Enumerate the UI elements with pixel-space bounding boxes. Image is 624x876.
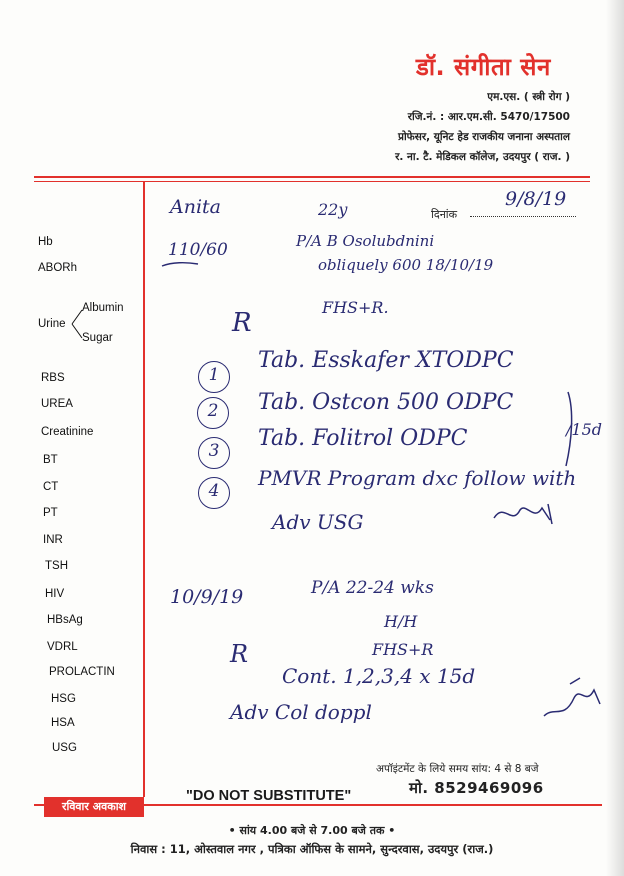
test-urea: UREA — [41, 398, 73, 410]
header-rule-top — [34, 176, 590, 178]
test-aborh: ABORh — [38, 262, 77, 274]
rx-number-3: 3 — [198, 437, 230, 469]
exam-line-5: H/H — [384, 612, 418, 631]
test-rbs: RBS — [41, 372, 65, 384]
exam-line-1: P/A B Osolubdnini — [296, 232, 435, 250]
rx-number-2: 2 — [197, 397, 229, 429]
urine-test-group — [38, 300, 148, 350]
test-prolactin: PROLACTIN — [49, 666, 115, 678]
test-hbsag: HBsAg — [47, 614, 83, 626]
exam-line-3: FHS+R. — [322, 298, 389, 317]
college-name: र. ना. टै. मेडिकल कॉलेज, उदयपुर ( राज. ) — [395, 151, 570, 163]
signature-1 — [490, 500, 570, 530]
rx-item-2: Tab. Ostcon 500 ODPC — [258, 390, 514, 415]
residence-address: निवास : 11, ओस्तवाल नगर , पत्रिका ऑफिस के सामने, सुन्दरवास, उदयपुर (राज.) — [130, 842, 494, 856]
registration-number: रजि.नं. : आर.एम.सी. 5470/17500 — [407, 111, 570, 123]
test-hiv: HIV — [45, 588, 65, 600]
do-not-substitute-label: "DO NOT SUBSTITUTE" — [186, 788, 352, 804]
exam-line-2: obliquely 600 18/10/19 — [318, 256, 494, 274]
test-albumin: Albumin — [82, 302, 124, 314]
rx-item-3: Tab. Folitrol ODPC — [258, 426, 468, 451]
rx-item-4: PMVR Program dxc follow with — [258, 466, 577, 490]
advice-2: Adv Col doppl — [230, 700, 372, 724]
date-line — [470, 216, 576, 217]
signature-2 — [540, 676, 610, 726]
test-sugar: Sugar — [82, 332, 113, 344]
sidebar-divider — [143, 182, 145, 797]
test-usg: USG — [52, 742, 77, 754]
rx-duration: /15d — [566, 420, 602, 439]
visit-date: 9/8/19 — [505, 188, 567, 210]
rx-symbol-2: R — [230, 640, 249, 668]
rx-item-1: Tab. Esskafer XTODPC — [258, 348, 514, 373]
rx-symbol: R — [232, 308, 252, 338]
continue-note: Cont. 1,2,3,4 x 15d — [282, 664, 476, 688]
test-hb: Hb — [38, 236, 53, 248]
date-label: दिनांक — [431, 208, 458, 221]
doctor-degree: एम.एस. ( स्त्री रोग ) — [487, 91, 570, 103]
visit-date-2: 10/9/19 — [170, 586, 244, 608]
test-creatinine: Creatinine — [41, 426, 94, 438]
test-tsh: TSH — [45, 560, 68, 572]
patient-age: 22y — [318, 200, 348, 219]
doctor-name: डॉ. संगीता सेन — [416, 53, 551, 81]
bp-underline — [160, 258, 200, 270]
test-urine: Urine — [38, 318, 66, 330]
rx-number-1: 1 — [198, 361, 230, 393]
rx-number-4: 4 — [198, 477, 230, 509]
test-bt: BT — [43, 454, 58, 466]
exam-line-6: FHS+R — [372, 640, 434, 659]
test-pt: PT — [43, 507, 58, 519]
header-rule-bottom — [34, 181, 590, 182]
test-hsg: HSG — [51, 693, 76, 705]
page-edge-shadow — [606, 0, 624, 876]
test-ct: CT — [43, 481, 59, 493]
patient-name: Anita — [170, 196, 221, 218]
test-hsa: HSA — [51, 717, 75, 729]
test-vdrl: VDRL — [47, 641, 78, 653]
blood-pressure: 110/60 — [168, 240, 228, 260]
phone-number: मो. 8529469096 — [409, 779, 544, 797]
sunday-holiday-badge: रविवार अवकाश — [44, 797, 144, 817]
doctor-designation: प्रोफेसर, यूनिट हेड राजकीय जनाना अस्पताल — [397, 131, 570, 143]
clinic-timing: • सांय 4.00 बजे से 7.00 बजे तक • — [228, 824, 396, 837]
appointment-time: अपॉइंटमेंट के लिये समय सांय: 4 से 8 बजे — [376, 763, 539, 775]
exam-line-4: P/A 22-24 wks — [311, 578, 434, 598]
test-inr: INR — [43, 534, 63, 546]
advice-1: Adv USG — [272, 510, 364, 534]
